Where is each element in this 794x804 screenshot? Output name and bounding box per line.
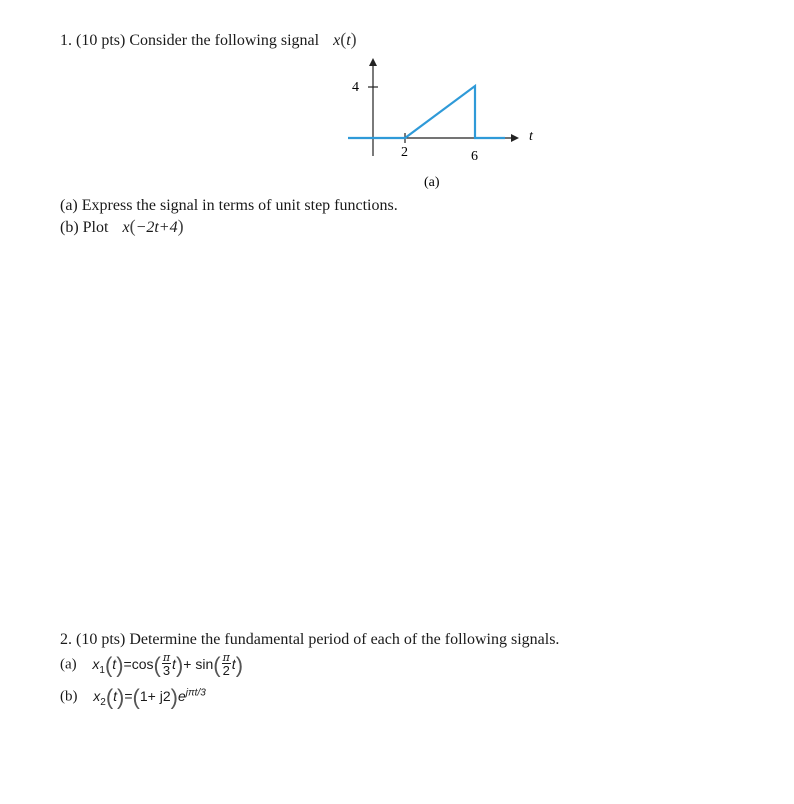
cos-arg-t: t	[172, 655, 176, 672]
x-tick-label-2: 2	[401, 145, 408, 160]
x1-subscript: 1	[99, 664, 105, 676]
x2-subscript: 2	[100, 696, 106, 708]
problem1-part-a: (a) Express the signal in terms of unit step functions.	[60, 197, 398, 214]
x2-equals: =	[124, 687, 133, 704]
signal-x: x	[333, 32, 341, 49]
signal-waveform	[348, 86, 505, 138]
sin-term: + sin	[183, 655, 214, 672]
x2-symbol: x	[93, 687, 101, 704]
problem1-part-b-line	[60, 216, 184, 237]
signal-t: t	[346, 32, 351, 49]
problem2-part-b-line	[60, 684, 206, 710]
problem1-part-b-label: (b) Plot	[60, 219, 109, 236]
signal-expression: x(t)	[333, 29, 357, 49]
x2-factor: 1+ j2	[139, 687, 171, 704]
x1-symbol: x	[92, 655, 100, 672]
problem1-heading-line	[60, 29, 357, 50]
part-b-x: x	[122, 219, 130, 236]
sin-arg-t: t	[231, 655, 236, 672]
x-axis-label-t: t	[529, 129, 533, 144]
figure-caption: (a)	[424, 175, 440, 190]
cos-term: =cos	[123, 655, 154, 672]
y-tick-label-4: 4	[352, 80, 359, 95]
fraction-pi-over-3: $\frac{\pi}{3}$	[162, 651, 171, 678]
part-b-arg: −2t+4	[135, 219, 178, 236]
fraction-pi-over-2: $\frac{\pi}{2}$	[222, 651, 230, 678]
x2-e: e	[177, 687, 186, 704]
problem2-part-b-label: (b)	[60, 688, 78, 705]
x2-exponent: jπt/3	[185, 687, 206, 699]
x2-t: t	[113, 687, 118, 704]
y-axis-arrow	[369, 58, 377, 66]
problem2-heading: 2. (10 pts) Determine the fundamental period of each of the following signals.	[60, 631, 560, 648]
part-b-expression-2: $x_2(t)=(1+ j2)e^{j\pi t/3}$	[93, 684, 206, 709]
part-a-expression: $x_1(t)=\cos$( $\frac{\pi}{3}$ t)+ sin( $\frac{\pi}{2}$ t)	[92, 651, 244, 678]
x1-t: t	[112, 655, 117, 672]
problem2-part-a-line	[60, 652, 243, 678]
x-tick-label-6: 6	[471, 149, 478, 164]
signal-figure	[330, 58, 540, 193]
x-axis-arrow	[511, 134, 519, 142]
problem1-heading: 1. (10 pts) Consider the following signal	[60, 32, 320, 49]
problem2-part-a-label: (a)	[60, 656, 77, 673]
part-b-expression: x(−2t+4)	[122, 216, 184, 236]
